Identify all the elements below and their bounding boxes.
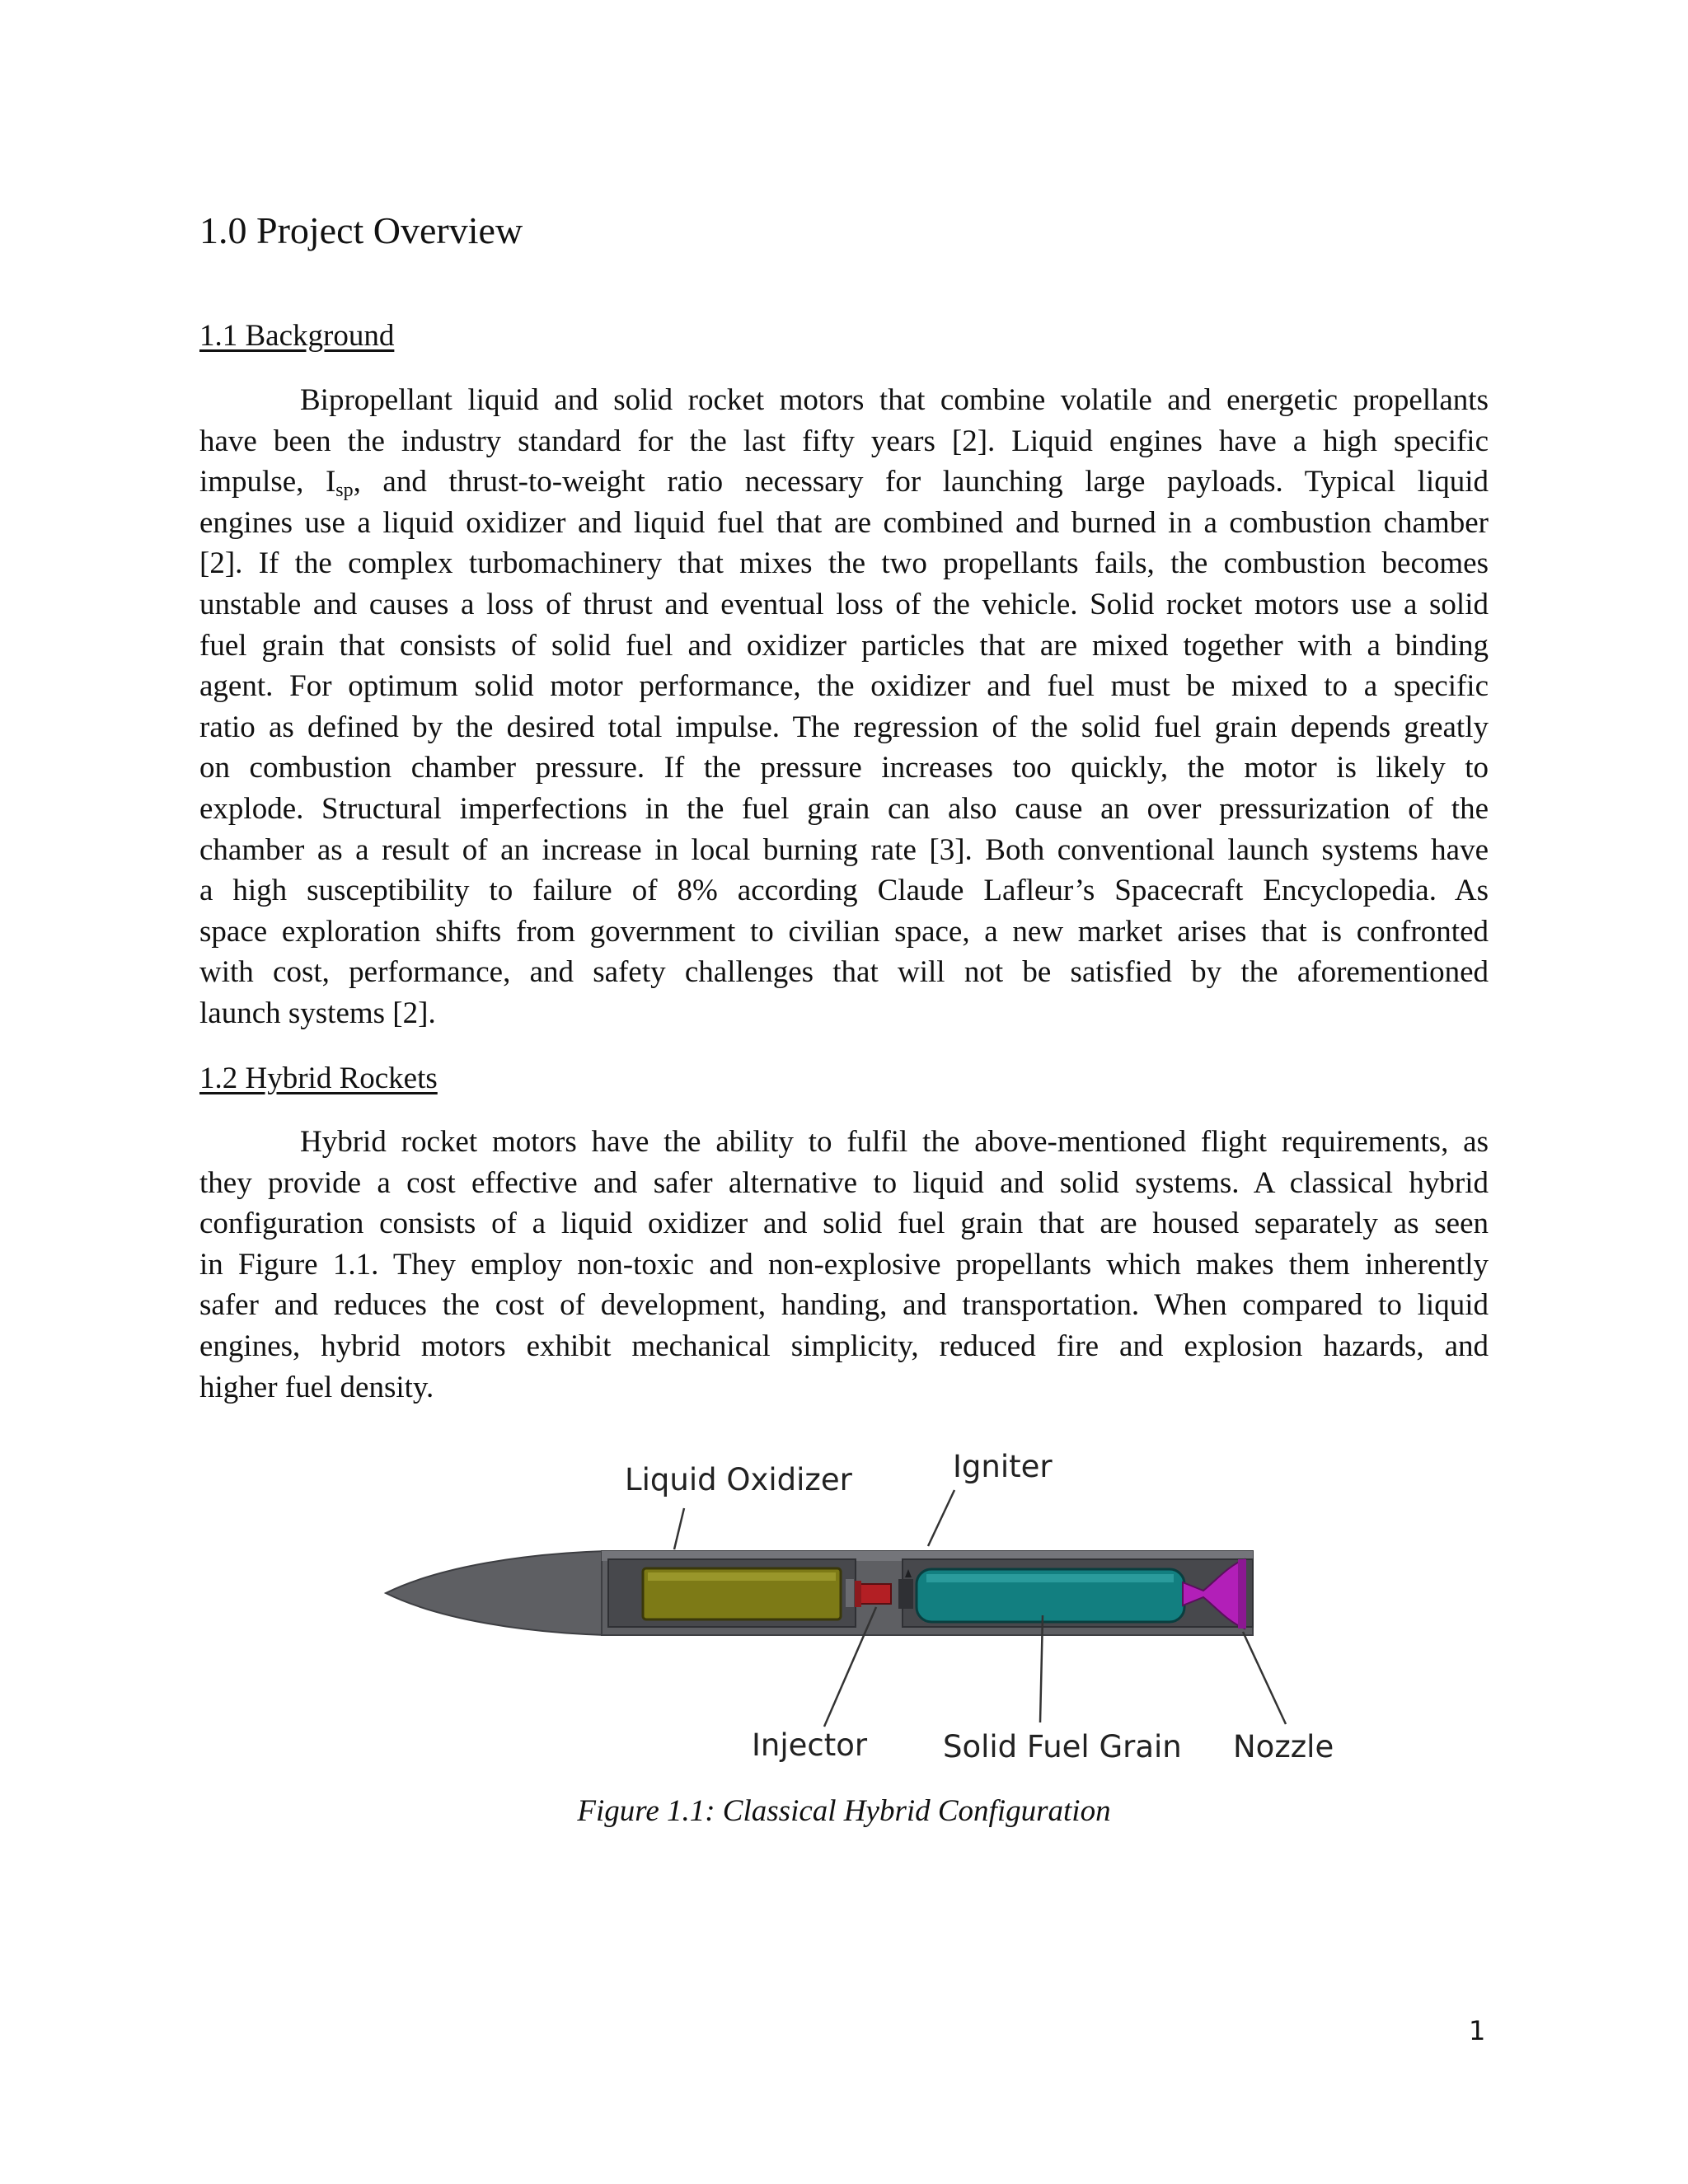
hybrid-paragraph bbox=[199, 1122, 1489, 1408]
fuel-grain-shine bbox=[926, 1574, 1174, 1582]
paragraph-line-isp bbox=[199, 462, 1489, 503]
nozzle-exit bbox=[1238, 1559, 1246, 1629]
subsection-heading-hybrid-rockets: 1.2 Hybrid Rockets bbox=[199, 1062, 438, 1095]
paragraph-line: Bipropellant liquid and solid rocket motors that combine volatile and energetic propellants bbox=[300, 383, 1489, 417]
paragraph-line: chamber as a result of an increase in local burning rate [3]. Both conventional launch systems have bbox=[199, 832, 1489, 867]
paragraph-line: ratio as defined by the desired total impulse. The regression of the solid fuel grain depends greatly bbox=[199, 710, 1489, 744]
paragraph-line: Hybrid rocket motors have the ability to fulfil the above-mentioned flight requirements, as bbox=[300, 1125, 1489, 1159]
figure-caption: Figure 1.1: Classical Hybrid Configuration bbox=[577, 1794, 1111, 1828]
label-injector: Injector bbox=[752, 1727, 868, 1763]
paragraph-line: engines, hybrid motors exhibit mechanical simplicity, reduced fire and explosion hazards, and bbox=[199, 1329, 1489, 1363]
paragraph-line: on combustion chamber pressure. If the pressure increases too quickly, the motor is likely to bbox=[199, 751, 1489, 785]
nozzle-leader bbox=[1243, 1632, 1286, 1724]
subsection-heading-background: 1.1 Background bbox=[199, 319, 395, 353]
label-igniter: Igniter bbox=[953, 1449, 1053, 1484]
page-number: 1 bbox=[1469, 2015, 1486, 2046]
label-liquid-oxidizer: Liquid Oxidizer bbox=[625, 1462, 852, 1497]
isp-text-after: , and thrust-to-weight ratio necessary for launching large payloads. Typical liquid bbox=[353, 465, 1489, 499]
isp-text-before: impulse, I bbox=[199, 465, 336, 499]
igniter-leader bbox=[928, 1490, 954, 1546]
paragraph-line: explode. Structural imperfections in the fuel grain can also cause an over pressurization of the bbox=[199, 791, 1489, 826]
injector-flange bbox=[855, 1581, 861, 1607]
paragraph-line: configuration consists of a liquid oxidizer and solid fuel grain that are housed separately as seen bbox=[199, 1207, 1489, 1241]
paragraph-line: safer and reduces the cost of development, handing, and transportation. When compared to liquid bbox=[199, 1288, 1489, 1323]
igniter bbox=[898, 1579, 913, 1609]
nose-cone bbox=[386, 1551, 606, 1635]
paragraph-line: [2]. If the complex turbomachinery that mixes the two propellants fails, the combustion becomes bbox=[199, 546, 1489, 581]
paragraph-line: higher fuel density. bbox=[199, 1370, 434, 1404]
oxidizer-tank-shine bbox=[648, 1572, 836, 1581]
isp-subscript: sp bbox=[335, 480, 354, 502]
paragraph-line: in Figure 1.1. They employ non-toxic and non-explosive propellants which makes them inherently bbox=[199, 1247, 1489, 1282]
paragraph-line: a high susceptibility to failure of 8% according Claude Lafleur’s Spacecraft Encyclopedia. As bbox=[199, 874, 1489, 908]
injector-housing bbox=[846, 1579, 854, 1607]
section-title: 1.0 Project Overview bbox=[199, 209, 523, 251]
paragraph-line: unstable and causes a loss of thrust and eventual loss of the vehicle. Solid rocket motors use a solid bbox=[199, 587, 1489, 621]
paragraph-line: launch systems [2]. bbox=[199, 996, 436, 1030]
oxidizer-leader bbox=[674, 1508, 684, 1549]
paragraph-line: fuel grain that consists of solid fuel and oxidizer particles that are mixed together with a binding bbox=[199, 628, 1489, 663]
background-paragraph bbox=[199, 380, 1489, 1034]
paragraph-line: space exploration shifts from government to civilian space, a new market arises that is confronted bbox=[199, 914, 1489, 949]
paragraph-line: engines use a liquid oxidizer and liquid fuel that are combined and burned in a combustion chamber bbox=[199, 505, 1489, 540]
label-nozzle: Nozzle bbox=[1233, 1729, 1334, 1765]
paragraph-line: with cost, performance, and safety challenges that will not be satisfied by the aforementioned bbox=[199, 955, 1489, 990]
paragraph-line: agent. For optimum solid motor performance, the oxidizer and fuel must be mixed to a specific bbox=[199, 669, 1489, 704]
paragraph-line: have been the industry standard for the last fifty years [2]. Liquid engines have a high specific bbox=[199, 424, 1489, 458]
label-solid-fuel-grain: Solid Fuel Grain bbox=[943, 1729, 1182, 1765]
hybrid-rocket-figure bbox=[363, 1434, 1352, 1780]
injector bbox=[860, 1584, 891, 1604]
paragraph-line: they provide a cost effective and safer alternative to liquid and solid systems. A classical hybrid bbox=[199, 1165, 1489, 1200]
